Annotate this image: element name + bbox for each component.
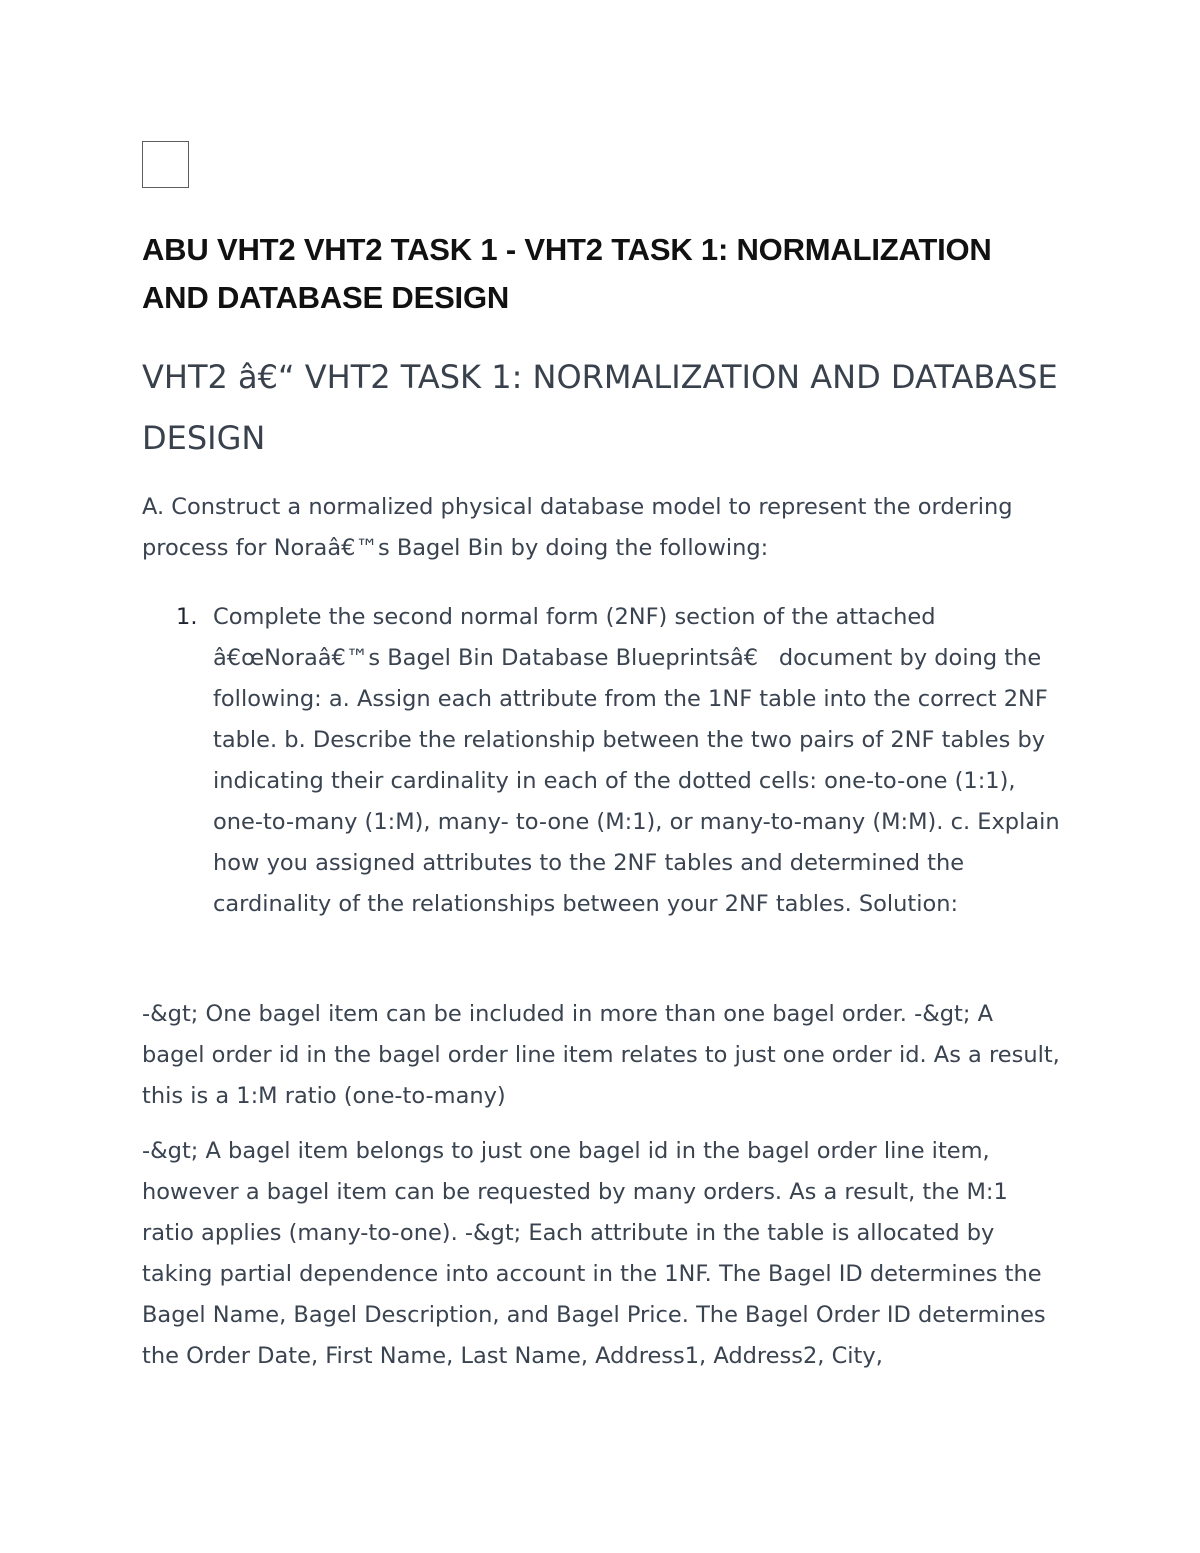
solution-paragraph-2: -&gt; A bagel item belongs to just one bagel id in the bagel order line item, however a bagel item can be requested by many orders. As a result, the M:1 ratio applies (many-to-one). -&gt; Each attribute in the table is allocated by taking partial dependence into account in the 1NF. The Bagel ID determines the Bagel Name, Bagel Description, and Bagel Price. The Bagel Order ID determines the Order Date, First Name, Last Name, Address1, Address2, City, bbox=[142, 1138, 1046, 1369]
image-placeholder-icon bbox=[142, 141, 189, 188]
document-title: ABU VHT2 VHT2 TASK 1 - VHT2 TASK 1: NORMALIZATION AND DATABASE DESIGN bbox=[142, 232, 992, 315]
intro-paragraph: A. Construct a normalized physical database model to represent the ordering process for Noraâ€™s Bagel Bin by doing the following: bbox=[142, 494, 1013, 561]
list-item bbox=[142, 597, 1062, 925]
task-list bbox=[142, 597, 1062, 925]
list-item-text: Complete the second normal form (2NF) section of the attached â€œNoraâ€™s Bagel Bin Database Blueprintsâ€ document by doing the following: a. Assign each attribute from the 1NF table into the correct 2NF table. b. Describe the relationship between the two pairs of 2NF tables by indicating their cardinality in each of the dotted cells: one-to-one (1:1), one-to-many (1:M), many- to-one (M:1), or many-to-many (M:M). c. Explain how you assigned attributes to the 2NF tables and determined the cardinality of the relationships between your 2NF tables. Solution: bbox=[213, 604, 1060, 917]
document-subtitle: VHT2 â€“ VHT2 TASK 1: NORMALIZATION AND DATABASE DESIGN bbox=[142, 358, 1058, 457]
list-item-number: 1. bbox=[176, 604, 198, 630]
solution-paragraph-1: -&gt; One bagel item can be included in more than one bagel order. -&gt; A bagel order id in the bagel order line item relates to just one order id. As a result, this is a 1:M ratio (one-to-many) bbox=[142, 1001, 1060, 1109]
